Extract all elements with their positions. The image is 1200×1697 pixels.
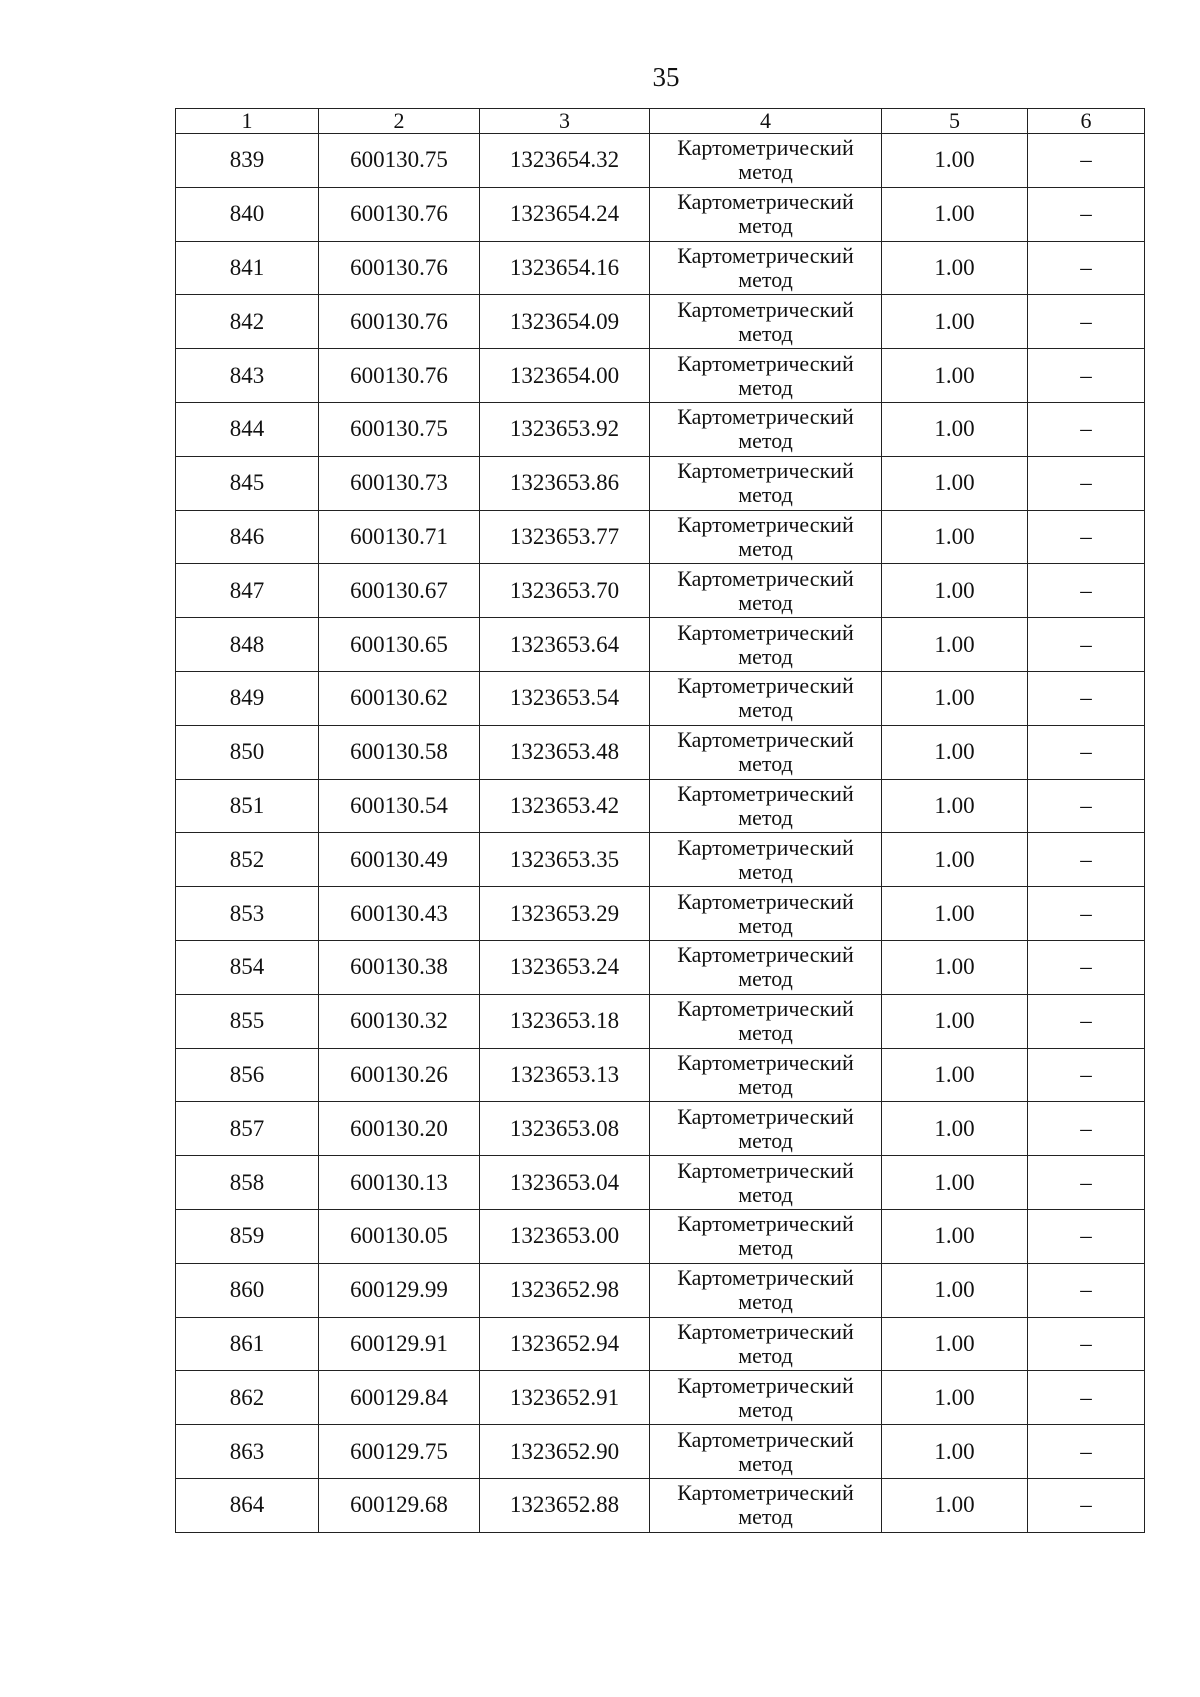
y-coordinate-cell: 1323653.18 bbox=[480, 994, 650, 1048]
point-number-cell: 852 bbox=[176, 833, 319, 887]
accuracy-cell: 1.00 bbox=[882, 779, 1028, 833]
point-number-cell: 851 bbox=[176, 779, 319, 833]
point-number-cell: 839 bbox=[176, 134, 319, 188]
coordinates-table bbox=[175, 108, 1145, 1533]
point-number-cell: 863 bbox=[176, 1425, 319, 1479]
table-row bbox=[176, 1425, 1145, 1479]
method-label: Картометрический метод bbox=[677, 727, 854, 777]
method-cell bbox=[650, 187, 882, 241]
method-cell bbox=[650, 1317, 882, 1371]
method-cell bbox=[650, 779, 882, 833]
x-coordinate-cell: 600129.75 bbox=[319, 1425, 480, 1479]
y-coordinate-cell: 1323654.16 bbox=[480, 241, 650, 295]
note-cell: – bbox=[1028, 187, 1145, 241]
method-cell bbox=[650, 887, 882, 941]
x-coordinate-cell: 600129.99 bbox=[319, 1263, 480, 1317]
y-coordinate-cell: 1323653.24 bbox=[480, 940, 650, 994]
x-coordinate-cell: 600130.20 bbox=[319, 1102, 480, 1156]
note-cell: – bbox=[1028, 1371, 1145, 1425]
y-coordinate-cell: 1323654.32 bbox=[480, 134, 650, 188]
method-cell bbox=[650, 241, 882, 295]
point-number-cell: 862 bbox=[176, 1371, 319, 1425]
x-coordinate-cell: 600130.49 bbox=[319, 833, 480, 887]
accuracy-cell: 1.00 bbox=[882, 510, 1028, 564]
x-coordinate-cell: 600129.91 bbox=[319, 1317, 480, 1371]
accuracy-cell: 1.00 bbox=[882, 618, 1028, 672]
point-number-cell: 848 bbox=[176, 618, 319, 672]
y-coordinate-cell: 1323654.24 bbox=[480, 187, 650, 241]
accuracy-cell: 1.00 bbox=[882, 1371, 1028, 1425]
method-cell bbox=[650, 402, 882, 456]
table-row bbox=[176, 618, 1145, 672]
note-cell: – bbox=[1028, 725, 1145, 779]
method-cell bbox=[650, 134, 882, 188]
method-label: Картометрический метод bbox=[677, 673, 854, 723]
table-row bbox=[176, 671, 1145, 725]
accuracy-cell: 1.00 bbox=[882, 349, 1028, 403]
point-number-cell: 864 bbox=[176, 1478, 319, 1532]
accuracy-cell: 1.00 bbox=[882, 1263, 1028, 1317]
method-cell bbox=[650, 1371, 882, 1425]
method-label: Картометрический метод bbox=[677, 1103, 854, 1153]
column-header: 1 bbox=[176, 109, 319, 134]
method-label: Картометрический метод bbox=[677, 619, 854, 669]
note-cell: – bbox=[1028, 618, 1145, 672]
method-cell bbox=[650, 510, 882, 564]
accuracy-cell: 1.00 bbox=[882, 940, 1028, 994]
y-coordinate-cell: 1323653.04 bbox=[480, 1156, 650, 1210]
x-coordinate-cell: 600130.65 bbox=[319, 618, 480, 672]
method-label: Картометрический метод bbox=[677, 458, 854, 508]
y-coordinate-cell: 1323652.98 bbox=[480, 1263, 650, 1317]
table-row bbox=[176, 456, 1145, 510]
method-cell bbox=[650, 295, 882, 349]
method-cell bbox=[650, 1209, 882, 1263]
point-number-cell: 841 bbox=[176, 241, 319, 295]
note-cell: – bbox=[1028, 349, 1145, 403]
point-number-cell: 857 bbox=[176, 1102, 319, 1156]
note-cell: – bbox=[1028, 1263, 1145, 1317]
x-coordinate-cell: 600130.58 bbox=[319, 725, 480, 779]
note-cell: – bbox=[1028, 994, 1145, 1048]
column-header: 5 bbox=[882, 109, 1028, 134]
method-cell bbox=[650, 1102, 882, 1156]
method-cell bbox=[650, 1425, 882, 1479]
point-number-cell: 844 bbox=[176, 402, 319, 456]
y-coordinate-cell: 1323653.92 bbox=[480, 402, 650, 456]
method-label: Картометрический метод bbox=[677, 1480, 854, 1530]
method-label: Картометрический метод bbox=[677, 404, 854, 454]
x-coordinate-cell: 600130.62 bbox=[319, 671, 480, 725]
accuracy-cell: 1.00 bbox=[882, 1478, 1028, 1532]
point-number-cell: 858 bbox=[176, 1156, 319, 1210]
note-cell: – bbox=[1028, 1425, 1145, 1479]
note-cell: – bbox=[1028, 671, 1145, 725]
y-coordinate-cell: 1323653.08 bbox=[480, 1102, 650, 1156]
y-coordinate-cell: 1323653.48 bbox=[480, 725, 650, 779]
point-number-cell: 856 bbox=[176, 1048, 319, 1102]
table-row bbox=[176, 564, 1145, 618]
table-row bbox=[176, 349, 1145, 403]
y-coordinate-cell: 1323652.91 bbox=[480, 1371, 650, 1425]
method-cell bbox=[650, 725, 882, 779]
y-coordinate-cell: 1323653.35 bbox=[480, 833, 650, 887]
y-coordinate-cell: 1323653.42 bbox=[480, 779, 650, 833]
column-header: 6 bbox=[1028, 109, 1145, 134]
method-label: Картометрический метод bbox=[677, 1157, 854, 1207]
note-cell: – bbox=[1028, 1478, 1145, 1532]
note-cell: – bbox=[1028, 564, 1145, 618]
method-label: Картометрический метод bbox=[677, 1049, 854, 1099]
method-cell bbox=[650, 833, 882, 887]
accuracy-cell: 1.00 bbox=[882, 1317, 1028, 1371]
x-coordinate-cell: 600130.73 bbox=[319, 456, 480, 510]
accuracy-cell: 1.00 bbox=[882, 671, 1028, 725]
x-coordinate-cell: 600130.38 bbox=[319, 940, 480, 994]
method-label: Картометрический метод bbox=[677, 1265, 854, 1315]
x-coordinate-cell: 600130.54 bbox=[319, 779, 480, 833]
y-coordinate-cell: 1323653.70 bbox=[480, 564, 650, 618]
method-label: Картометрический метод bbox=[677, 996, 854, 1046]
x-coordinate-cell: 600130.05 bbox=[319, 1209, 480, 1263]
table-body bbox=[176, 134, 1145, 1533]
y-coordinate-cell: 1323653.77 bbox=[480, 510, 650, 564]
method-label: Картометрический метод bbox=[677, 350, 854, 400]
method-cell bbox=[650, 618, 882, 672]
accuracy-cell: 1.00 bbox=[882, 295, 1028, 349]
note-cell: – bbox=[1028, 779, 1145, 833]
table-row bbox=[176, 1371, 1145, 1425]
accuracy-cell: 1.00 bbox=[882, 1209, 1028, 1263]
accuracy-cell: 1.00 bbox=[882, 994, 1028, 1048]
x-coordinate-cell: 600130.71 bbox=[319, 510, 480, 564]
table-row bbox=[176, 940, 1145, 994]
y-coordinate-cell: 1323654.09 bbox=[480, 295, 650, 349]
x-coordinate-cell: 600130.67 bbox=[319, 564, 480, 618]
method-cell bbox=[650, 940, 882, 994]
table-row bbox=[176, 1317, 1145, 1371]
table-row bbox=[176, 833, 1145, 887]
point-number-cell: 860 bbox=[176, 1263, 319, 1317]
x-coordinate-cell: 600130.75 bbox=[319, 402, 480, 456]
accuracy-cell: 1.00 bbox=[882, 725, 1028, 779]
table-row bbox=[176, 1478, 1145, 1532]
x-coordinate-cell: 600130.76 bbox=[319, 349, 480, 403]
note-cell: – bbox=[1028, 295, 1145, 349]
note-cell: – bbox=[1028, 1156, 1145, 1210]
note-cell: – bbox=[1028, 134, 1145, 188]
method-label: Картометрический метод bbox=[677, 942, 854, 992]
point-number-cell: 853 bbox=[176, 887, 319, 941]
y-coordinate-cell: 1323653.13 bbox=[480, 1048, 650, 1102]
table-row bbox=[176, 1209, 1145, 1263]
y-coordinate-cell: 1323652.88 bbox=[480, 1478, 650, 1532]
method-cell bbox=[650, 1156, 882, 1210]
point-number-cell: 855 bbox=[176, 994, 319, 1048]
table-row bbox=[176, 779, 1145, 833]
table-row bbox=[176, 725, 1145, 779]
table-row bbox=[176, 1048, 1145, 1102]
accuracy-cell: 1.00 bbox=[882, 1048, 1028, 1102]
method-label: Картометрический метод bbox=[677, 888, 854, 938]
method-cell bbox=[650, 1478, 882, 1532]
accuracy-cell: 1.00 bbox=[882, 564, 1028, 618]
y-coordinate-cell: 1323653.29 bbox=[480, 887, 650, 941]
point-number-cell: 843 bbox=[176, 349, 319, 403]
method-cell bbox=[650, 564, 882, 618]
accuracy-cell: 1.00 bbox=[882, 1156, 1028, 1210]
method-cell bbox=[650, 349, 882, 403]
point-number-cell: 842 bbox=[176, 295, 319, 349]
method-label: Картометрический метод bbox=[677, 1211, 854, 1261]
note-cell: – bbox=[1028, 1048, 1145, 1102]
method-cell bbox=[650, 1048, 882, 1102]
point-number-cell: 840 bbox=[176, 187, 319, 241]
note-cell: – bbox=[1028, 456, 1145, 510]
point-number-cell: 846 bbox=[176, 510, 319, 564]
note-cell: – bbox=[1028, 1209, 1145, 1263]
x-coordinate-cell: 600130.43 bbox=[319, 887, 480, 941]
method-label: Картометрический метод bbox=[677, 780, 854, 830]
method-label: Картометрический метод bbox=[677, 135, 854, 185]
y-coordinate-cell: 1323653.86 bbox=[480, 456, 650, 510]
accuracy-cell: 1.00 bbox=[882, 456, 1028, 510]
point-number-cell: 854 bbox=[176, 940, 319, 994]
y-coordinate-cell: 1323653.54 bbox=[480, 671, 650, 725]
accuracy-cell: 1.00 bbox=[882, 1425, 1028, 1479]
point-number-cell: 850 bbox=[176, 725, 319, 779]
note-cell: – bbox=[1028, 241, 1145, 295]
accuracy-cell: 1.00 bbox=[882, 887, 1028, 941]
table-row bbox=[176, 1263, 1145, 1317]
y-coordinate-cell: 1323653.00 bbox=[480, 1209, 650, 1263]
accuracy-cell: 1.00 bbox=[882, 402, 1028, 456]
x-coordinate-cell: 600129.84 bbox=[319, 1371, 480, 1425]
note-cell: – bbox=[1028, 1102, 1145, 1156]
method-cell bbox=[650, 671, 882, 725]
method-label: Картометрический метод bbox=[677, 1372, 854, 1422]
method-label: Картометрический метод bbox=[677, 189, 854, 239]
method-cell bbox=[650, 456, 882, 510]
table-row bbox=[176, 241, 1145, 295]
method-label: Картометрический метод bbox=[677, 834, 854, 884]
x-coordinate-cell: 600130.32 bbox=[319, 994, 480, 1048]
column-header: 3 bbox=[480, 109, 650, 134]
table-row bbox=[176, 295, 1145, 349]
y-coordinate-cell: 1323652.90 bbox=[480, 1425, 650, 1479]
method-label: Картометрический метод bbox=[677, 1318, 854, 1368]
method-cell bbox=[650, 1263, 882, 1317]
table-row bbox=[176, 187, 1145, 241]
method-label: Картометрический метод bbox=[677, 296, 854, 346]
method-label: Картометрический метод bbox=[677, 1426, 854, 1476]
table-row bbox=[176, 510, 1145, 564]
method-cell bbox=[650, 994, 882, 1048]
table-row bbox=[176, 994, 1145, 1048]
note-cell: – bbox=[1028, 940, 1145, 994]
x-coordinate-cell: 600129.68 bbox=[319, 1478, 480, 1532]
y-coordinate-cell: 1323654.00 bbox=[480, 349, 650, 403]
point-number-cell: 849 bbox=[176, 671, 319, 725]
accuracy-cell: 1.00 bbox=[882, 833, 1028, 887]
point-number-cell: 845 bbox=[176, 456, 319, 510]
x-coordinate-cell: 600130.76 bbox=[319, 187, 480, 241]
method-label: Картометрический метод bbox=[677, 565, 854, 615]
accuracy-cell: 1.00 bbox=[882, 134, 1028, 188]
column-header: 4 bbox=[650, 109, 882, 134]
accuracy-cell: 1.00 bbox=[882, 187, 1028, 241]
x-coordinate-cell: 600130.75 bbox=[319, 134, 480, 188]
page-number: 35 bbox=[652, 62, 680, 92]
accuracy-cell: 1.00 bbox=[882, 241, 1028, 295]
x-coordinate-cell: 600130.13 bbox=[319, 1156, 480, 1210]
accuracy-cell: 1.00 bbox=[882, 1102, 1028, 1156]
point-number-cell: 859 bbox=[176, 1209, 319, 1263]
table-row bbox=[176, 402, 1145, 456]
y-coordinate-cell: 1323653.64 bbox=[480, 618, 650, 672]
x-coordinate-cell: 600130.76 bbox=[319, 295, 480, 349]
table-header-row bbox=[176, 109, 1145, 134]
table-row bbox=[176, 134, 1145, 188]
table-row bbox=[176, 1102, 1145, 1156]
method-label: Картометрический метод bbox=[677, 511, 854, 561]
x-coordinate-cell: 600130.76 bbox=[319, 241, 480, 295]
y-coordinate-cell: 1323652.94 bbox=[480, 1317, 650, 1371]
point-number-cell: 861 bbox=[176, 1317, 319, 1371]
table-row bbox=[176, 887, 1145, 941]
method-label: Картометрический метод bbox=[677, 242, 854, 292]
note-cell: – bbox=[1028, 510, 1145, 564]
note-cell: – bbox=[1028, 887, 1145, 941]
table-row bbox=[176, 1156, 1145, 1210]
point-number-cell: 847 bbox=[176, 564, 319, 618]
x-coordinate-cell: 600130.26 bbox=[319, 1048, 480, 1102]
note-cell: – bbox=[1028, 1317, 1145, 1371]
column-header: 2 bbox=[319, 109, 480, 134]
note-cell: – bbox=[1028, 833, 1145, 887]
note-cell: – bbox=[1028, 402, 1145, 456]
